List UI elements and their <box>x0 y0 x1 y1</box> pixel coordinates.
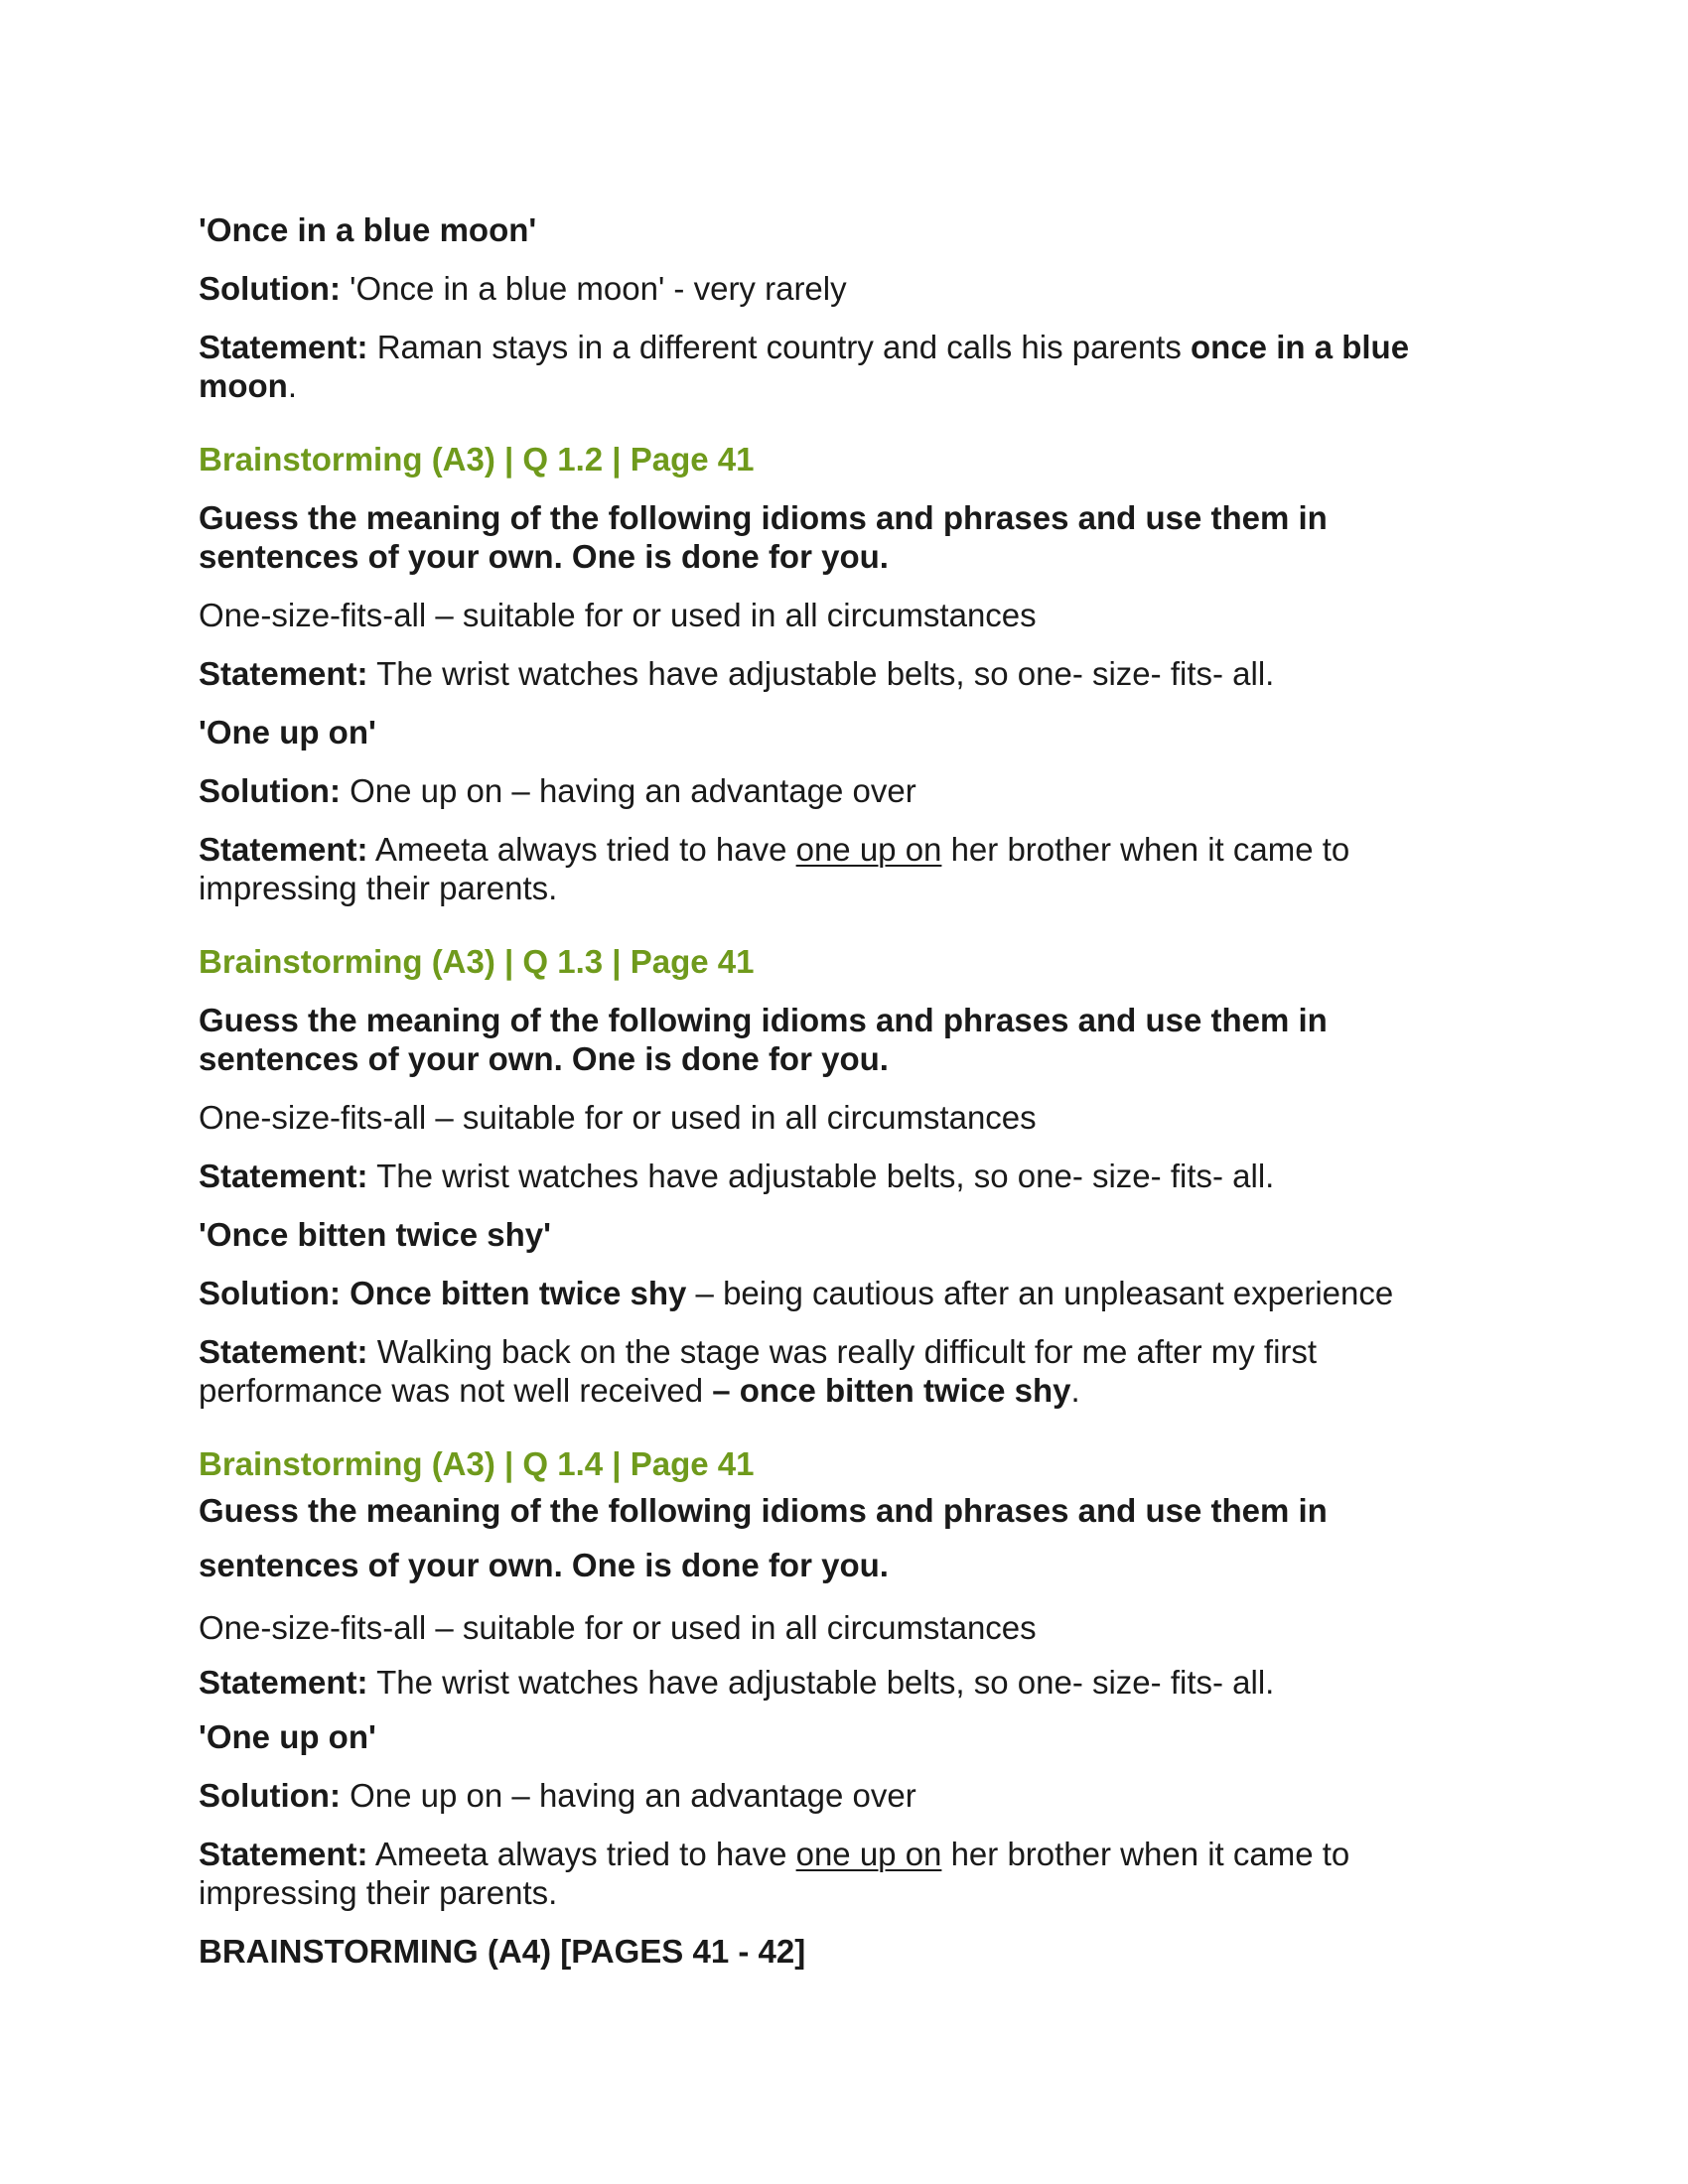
example-statement <box>199 1157 1450 1195</box>
statement-idiom: – once bitten twice shy <box>712 1372 1071 1409</box>
statement-text: The wrist watches have adjustable belts, so one- size- fits- all. <box>367 655 1275 692</box>
statement-text: The wrist watches have adjustable belts, so one- size- fits- all. <box>367 1664 1275 1701</box>
example-statement <box>199 654 1450 693</box>
statement-text-end: her brother when it came to impressing their parents. <box>199 1836 1350 1911</box>
question-heading-q14: Brainstorming (A3) | Q 1.4 | Page 41 <box>199 1445 755 1482</box>
statement-line <box>199 830 1450 907</box>
solution-text: One up on – having an advantage over <box>340 1777 916 1814</box>
statement-label: Statement: <box>199 655 368 692</box>
statement-text: Ameeta always tried to have <box>367 1836 796 1872</box>
idiom-title: 'Once in a blue moon' <box>199 211 537 248</box>
question-prompt: Guess the meaning of the following idioms and phrases and use them in sentences of your own. One is done for you. <box>199 499 1328 575</box>
question-heading-q12: Brainstorming (A3) | Q 1.2 | Page 41 <box>199 441 755 478</box>
statement-text-end: her brother when it came to impressing their parents. <box>199 831 1350 906</box>
solution-label: Solution: <box>199 772 341 809</box>
solution-line <box>199 269 1450 308</box>
solution-text: 'Once in a blue moon' - very rarely <box>340 270 847 307</box>
section-heading-a4: BRAINSTORMING (A4) [PAGES 41 - 42] <box>199 1933 806 1970</box>
idiom-title: 'Once bitten twice shy' <box>199 1216 551 1253</box>
solution-line <box>199 1776 1450 1815</box>
question-prompt: Guess the meaning of the following idioms and phrases and use them in sentences of your own. One is done for you. <box>199 1492 1328 1583</box>
statement-end: . <box>287 367 297 404</box>
statement-line <box>199 1835 1450 1912</box>
solution-label: Solution: <box>199 1275 341 1311</box>
example-meaning: One-size-fits-all – suitable for or used in all circumstances <box>199 1099 1037 1136</box>
statement-underlined-idiom: one up on <box>795 1836 942 1872</box>
example-meaning: One-size-fits-all – suitable for or used in all circumstances <box>199 597 1037 633</box>
statement-label: Statement: <box>199 1664 368 1701</box>
question-heading-q13: Brainstorming (A3) | Q 1.3 | Page 41 <box>199 943 755 980</box>
solution-line <box>199 771 1450 810</box>
example-statement <box>199 1663 1450 1702</box>
solution-label: Solution: <box>199 270 341 307</box>
statement-label: Statement: <box>199 1158 368 1194</box>
statement-label: Statement: <box>199 1333 368 1370</box>
idiom-title: 'One up on' <box>199 714 376 751</box>
statement-label: Statement: <box>199 1836 368 1872</box>
statement-label: Statement: <box>199 831 368 868</box>
solution-text: – being cautious after an unpleasant experience <box>686 1275 1394 1311</box>
idiom-title: 'One up on' <box>199 1718 376 1755</box>
question-prompt: Guess the meaning of the following idioms and phrases and use them in sentences of your own. One is done for you. <box>199 1002 1328 1077</box>
statement-text: Walking back on the stage was really difficult for me after my first performance was not well received <box>199 1333 1318 1409</box>
statement-line <box>199 328 1450 405</box>
solution-idiom: Once bitten twice shy <box>340 1275 687 1311</box>
statement-label: Statement: <box>199 329 368 365</box>
statement-text: The wrist watches have adjustable belts, so one- size- fits- all. <box>367 1158 1275 1194</box>
statement-idiom: once in a blue moon <box>199 329 1410 404</box>
statement-text: Ameeta always tried to have <box>367 831 796 868</box>
solution-line <box>199 1274 1450 1312</box>
statement-end: . <box>1070 1372 1080 1409</box>
statement-line <box>199 1332 1450 1410</box>
statement-text: Raman stays in a different country and calls his parents <box>367 329 1192 365</box>
solution-text: One up on – having an advantage over <box>340 772 916 809</box>
example-meaning: One-size-fits-all – suitable for or used in all circumstances <box>199 1609 1037 1646</box>
document-page <box>199 210 1450 1971</box>
statement-underlined-idiom: one up on <box>795 831 942 868</box>
solution-label: Solution: <box>199 1777 341 1814</box>
